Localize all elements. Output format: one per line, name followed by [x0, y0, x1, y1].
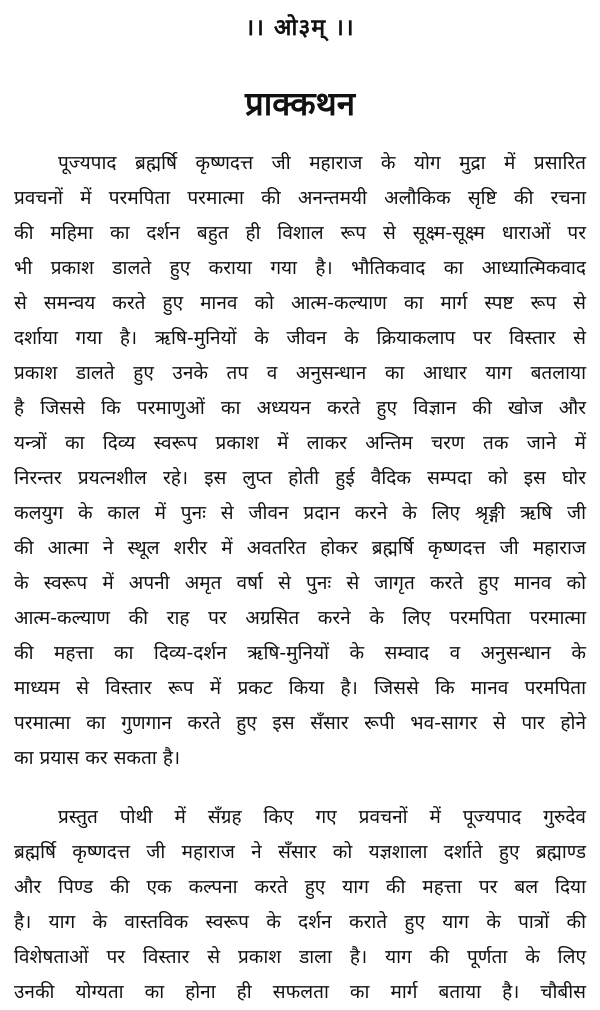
invocation-heading: ।। ओ३म् ।।	[245, 15, 355, 41]
paragraph-line: की महत्ता का दिव्य-दर्शन ऋषि-मुनियों के सम्वाद व अनुसन्धान के	[14, 642, 586, 664]
paragraph-2	[14, 800, 586, 1010]
page-title: प्राक्कथन	[244, 84, 356, 123]
paragraph-line: निरन्तर प्रयत्नशील रहे। इस लुप्त होती हुई वैदिक सम्पदा को इस घोर	[14, 467, 586, 489]
paragraph-line: भी प्रकाश डालते हुए कराया गया है। भौतिकवाद का आध्यात्मिकवाद	[14, 257, 586, 279]
paragraph-line: यन्त्रों का दिव्य स्वरूप प्रकाश में लाकर अन्तिम चरण तक जाने में	[14, 432, 586, 454]
paragraph-spacer	[14, 776, 586, 800]
paragraph-line: ब्रह्मर्षि कृष्णदत्त जी महाराज ने सँसार को यज्ञशाला दर्शाते हुए ब्रह्माण्ड	[14, 841, 586, 863]
paragraph-line: विशेषताओं पर विस्तार से प्रकाश डाला है। याग की पूर्णता के लिए	[14, 946, 586, 968]
paragraph-line: और पिण्ड की एक कल्पना करते हुए याग की महत्ता पर बल दिया	[14, 876, 586, 898]
paragraph-line: की आत्मा ने स्थूल शरीर में अवतरित होकर ब्रह्मर्षि कृष्णदत्त जी महाराज	[14, 537, 586, 559]
paragraph-line: परमात्मा का गुणगान करते हुए इस सँसार रूपी भव-सागर से पार होने	[14, 712, 586, 734]
paragraph-line: है। याग के वास्तविक स्वरूप के दर्शन कराते हुए याग के पात्रों की	[14, 911, 586, 933]
paragraph-line: प्रस्तुत पोथी में सँग्रह किए गए प्रवचनों में पूज्यपाद गुरुदेव	[58, 806, 586, 828]
paragraph-line: आत्म-कल्याण की राह पर अग्रसित करने के लिए परमपिता परमात्मा	[14, 607, 586, 629]
paragraph-line: की महिमा का दर्शन बहुत ही विशाल रूप से सूक्ष्म-सूक्ष्म धाराओं पर	[14, 222, 586, 244]
paragraph-line: है जिससे कि परमाणुओं का अध्ययन करते हुए विज्ञान की खोज और	[14, 397, 586, 419]
paragraph-line: पूज्यपाद ब्रह्मर्षि कृष्णदत्त जी महाराज के योग मुद्रा में प्रसारित	[58, 152, 586, 174]
paragraph-line: का प्रयास कर सकता है।	[14, 747, 181, 769]
body-text	[14, 146, 586, 1010]
paragraph-line: प्रकाश डालते हुए उनके तप व अनुसन्धान का आधार याग बतलाया	[14, 362, 586, 384]
paragraph-line: से समन्वय करते हुए मानव को आत्म-कल्याण का मार्ग स्पष्ट रूप से	[14, 292, 586, 314]
paragraph-1	[14, 146, 586, 776]
paragraph-line: कलयुग के काल में पुनः से जीवन प्रदान करने के लिए श्रृङ्गी ऋषि जी	[14, 502, 586, 524]
paragraph-line: प्रवचनों में परमपिता परमात्मा की अनन्तमयी अलौकिक सृष्टि की रचना	[14, 187, 586, 209]
paragraph-line: माध्यम से विस्तार रूप में प्रकट किया है। जिससे कि मानव परमपिता	[14, 677, 586, 699]
paragraph-line: उनकी योग्यता का होना ही सफलता का मार्ग बताया है। चौबीस	[14, 981, 586, 1003]
paragraph-line: के स्वरूप में अपनी अमृत वर्षा से पुनः से जागृत करते हुए मानव को	[14, 572, 586, 594]
paragraph-line: दर्शाया गया है। ऋषि-मुनियों के जीवन के क्रियाकलाप पर विस्तार से	[14, 327, 586, 349]
